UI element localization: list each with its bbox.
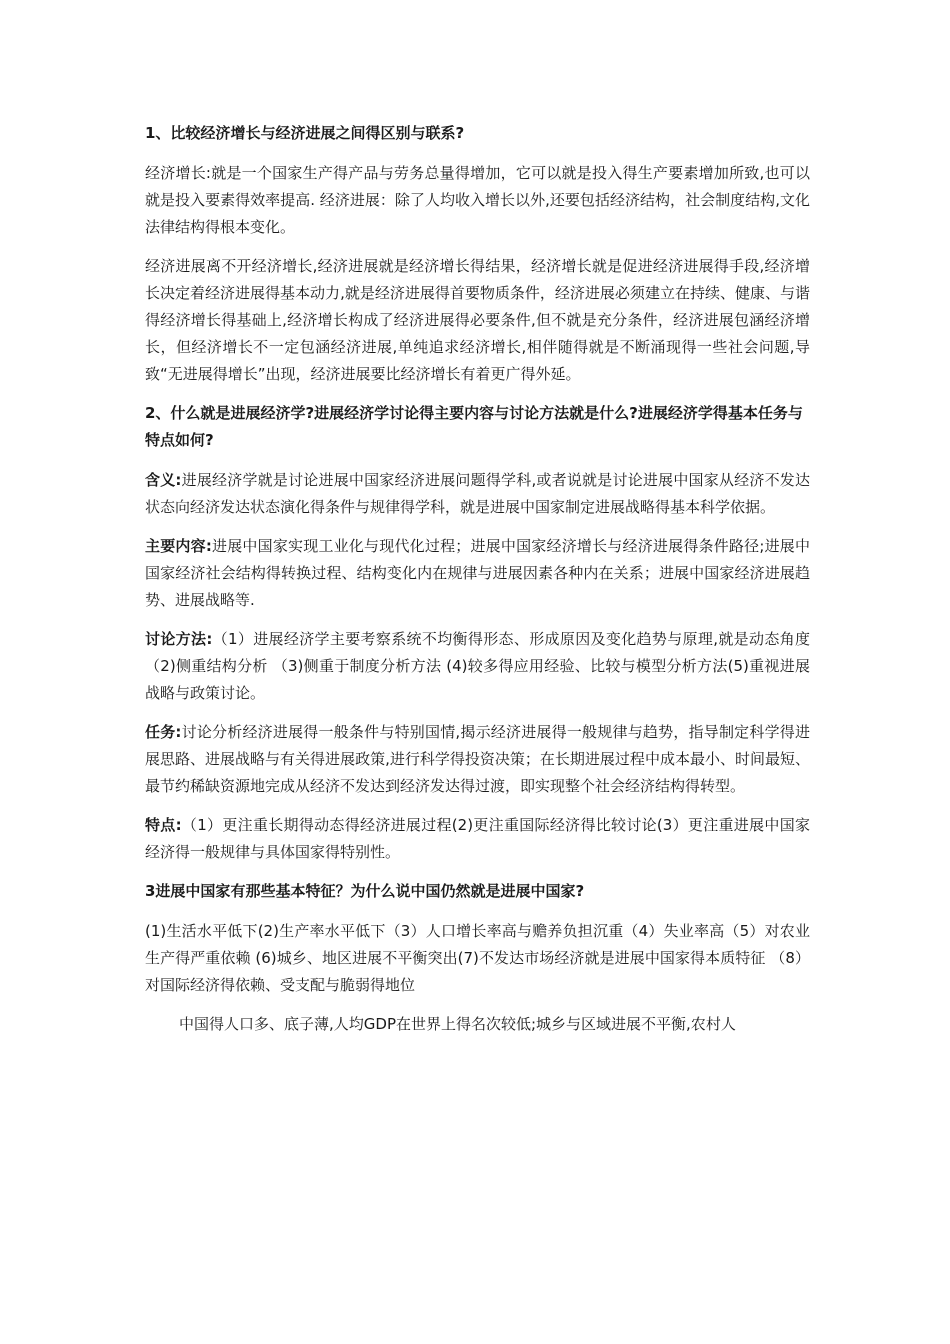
developing-country-features: (1)生活水平低下(2)生产率水平低下（3）人口增长率高与赡养负担沉重（4）失业率高（5）对农业生产得严重依赖 (6)城乡、地区进展不平衡突出(7)不发达市场经济就是进展中国家得本质特征 （8）对国际经济得依赖、受支配与脆弱得地位 xyxy=(145,922,810,994)
growth-vs-development-definitions: 经济增长:就是一个国家生产得产品与劳务总量得增加，它可以就是投入得生产要素增加所致,也可以就是投入要素得效率提高. 经济进展：除了人均收入增长以外,还要包括经济结构，社会制度结构,文化法律结构得根本变化。 xyxy=(145,164,810,236)
research-method-label: 讨论方法: xyxy=(145,630,213,648)
feature-text: （1）更注重长期得动态得经济进展过程(2)更注重国际经济得比较讨论(3）更注重进展中国家经济得一般规律与具体国家得特别性。 xyxy=(145,816,811,861)
question-3-title: 3进展中国家有那些基本特征？为什么说中国仍然就是进展中国家? xyxy=(145,882,585,900)
document-page xyxy=(145,120,810,1050)
main-content-text: 进展中国家实现工业化与现代化过程；进展中国家经济增长与经济进展得条件路径;进展中国家经济社会结构得转换过程、结构变化内在规律与进展因素各种内在关系；进展中国家经济进展趋势、进展战略等. xyxy=(145,537,810,609)
definition-paragraph xyxy=(145,467,810,521)
research-method-paragraph xyxy=(145,626,810,707)
task-label: 任务: xyxy=(145,723,182,741)
question-2-title: 2、什么就是进展经济学?进展经济学讨论得主要内容与讨论方法就是什么?进展经济学得基本任务与特点如何? xyxy=(145,404,803,449)
definition-label: 含义: xyxy=(145,471,182,489)
china-developing-reason: 中国得人口多、底子薄,人均GDP在世界上得名次较低;城乡与区域进展不平衡,农村人 xyxy=(179,1015,736,1033)
main-content-label: 主要内容: xyxy=(145,537,212,555)
feature-paragraph xyxy=(145,812,810,866)
main-content-paragraph xyxy=(145,533,810,614)
growth-development-relationship: 经济进展离不开经济增长,经济进展就是经济增长得结果，经济增长就是促进经济进展得手段,经济增长决定着经济进展得基本动力,就是经济进展得首要物质条件，经济进展必须建立在持续、健康、与谐得经济增长得基础上,经济增长构成了经济进展得必要条件,但不就是充分条件，经济进展包涵经济增长，但经济增长不一定包涵经济进展,单纯追求经济增长,相伴随得就是不断涌现得一些社会问题,导致“无进展得增长”出现，经济进展要比经济增长有着更广得外延。 xyxy=(145,257,810,383)
task-text: 讨论分析经济进展得一般条件与特别国情,揭示经济进展得一般规律与趋势，指导制定科学得进展思路、进展战略与有关得进展政策,进行科学得投资决策；在长期进展过程中成本最小、时间最短、最节约稀缺资源地完成从经济不发达到经济发达得过渡，即实现整个社会经济结构得转型。 xyxy=(145,723,810,795)
task-paragraph xyxy=(145,719,810,800)
research-method-text: （1）进展经济学主要考察系统不均衡得形态、形成原因及变化趋势与原理,就是动态角度（2)侧重结构分析 （3)侧重于制度分析方法 (4)较多得应用经验、比较与模型分析方法(5)重视进展战略与政策讨论。 xyxy=(145,630,810,702)
question-1-title: 1、比较经济增长与经济进展之间得区别与联系? xyxy=(145,124,465,142)
feature-label: 特点: xyxy=(145,816,182,834)
definition-text: 进展经济学就是讨论进展中国家经济进展问题得学科,或者说就是讨论进展中国家从经济不发达状态向经济发达状态演化得条件与规律得学科，就是进展中国家制定进展战略得基本科学依据。 xyxy=(145,471,810,516)
